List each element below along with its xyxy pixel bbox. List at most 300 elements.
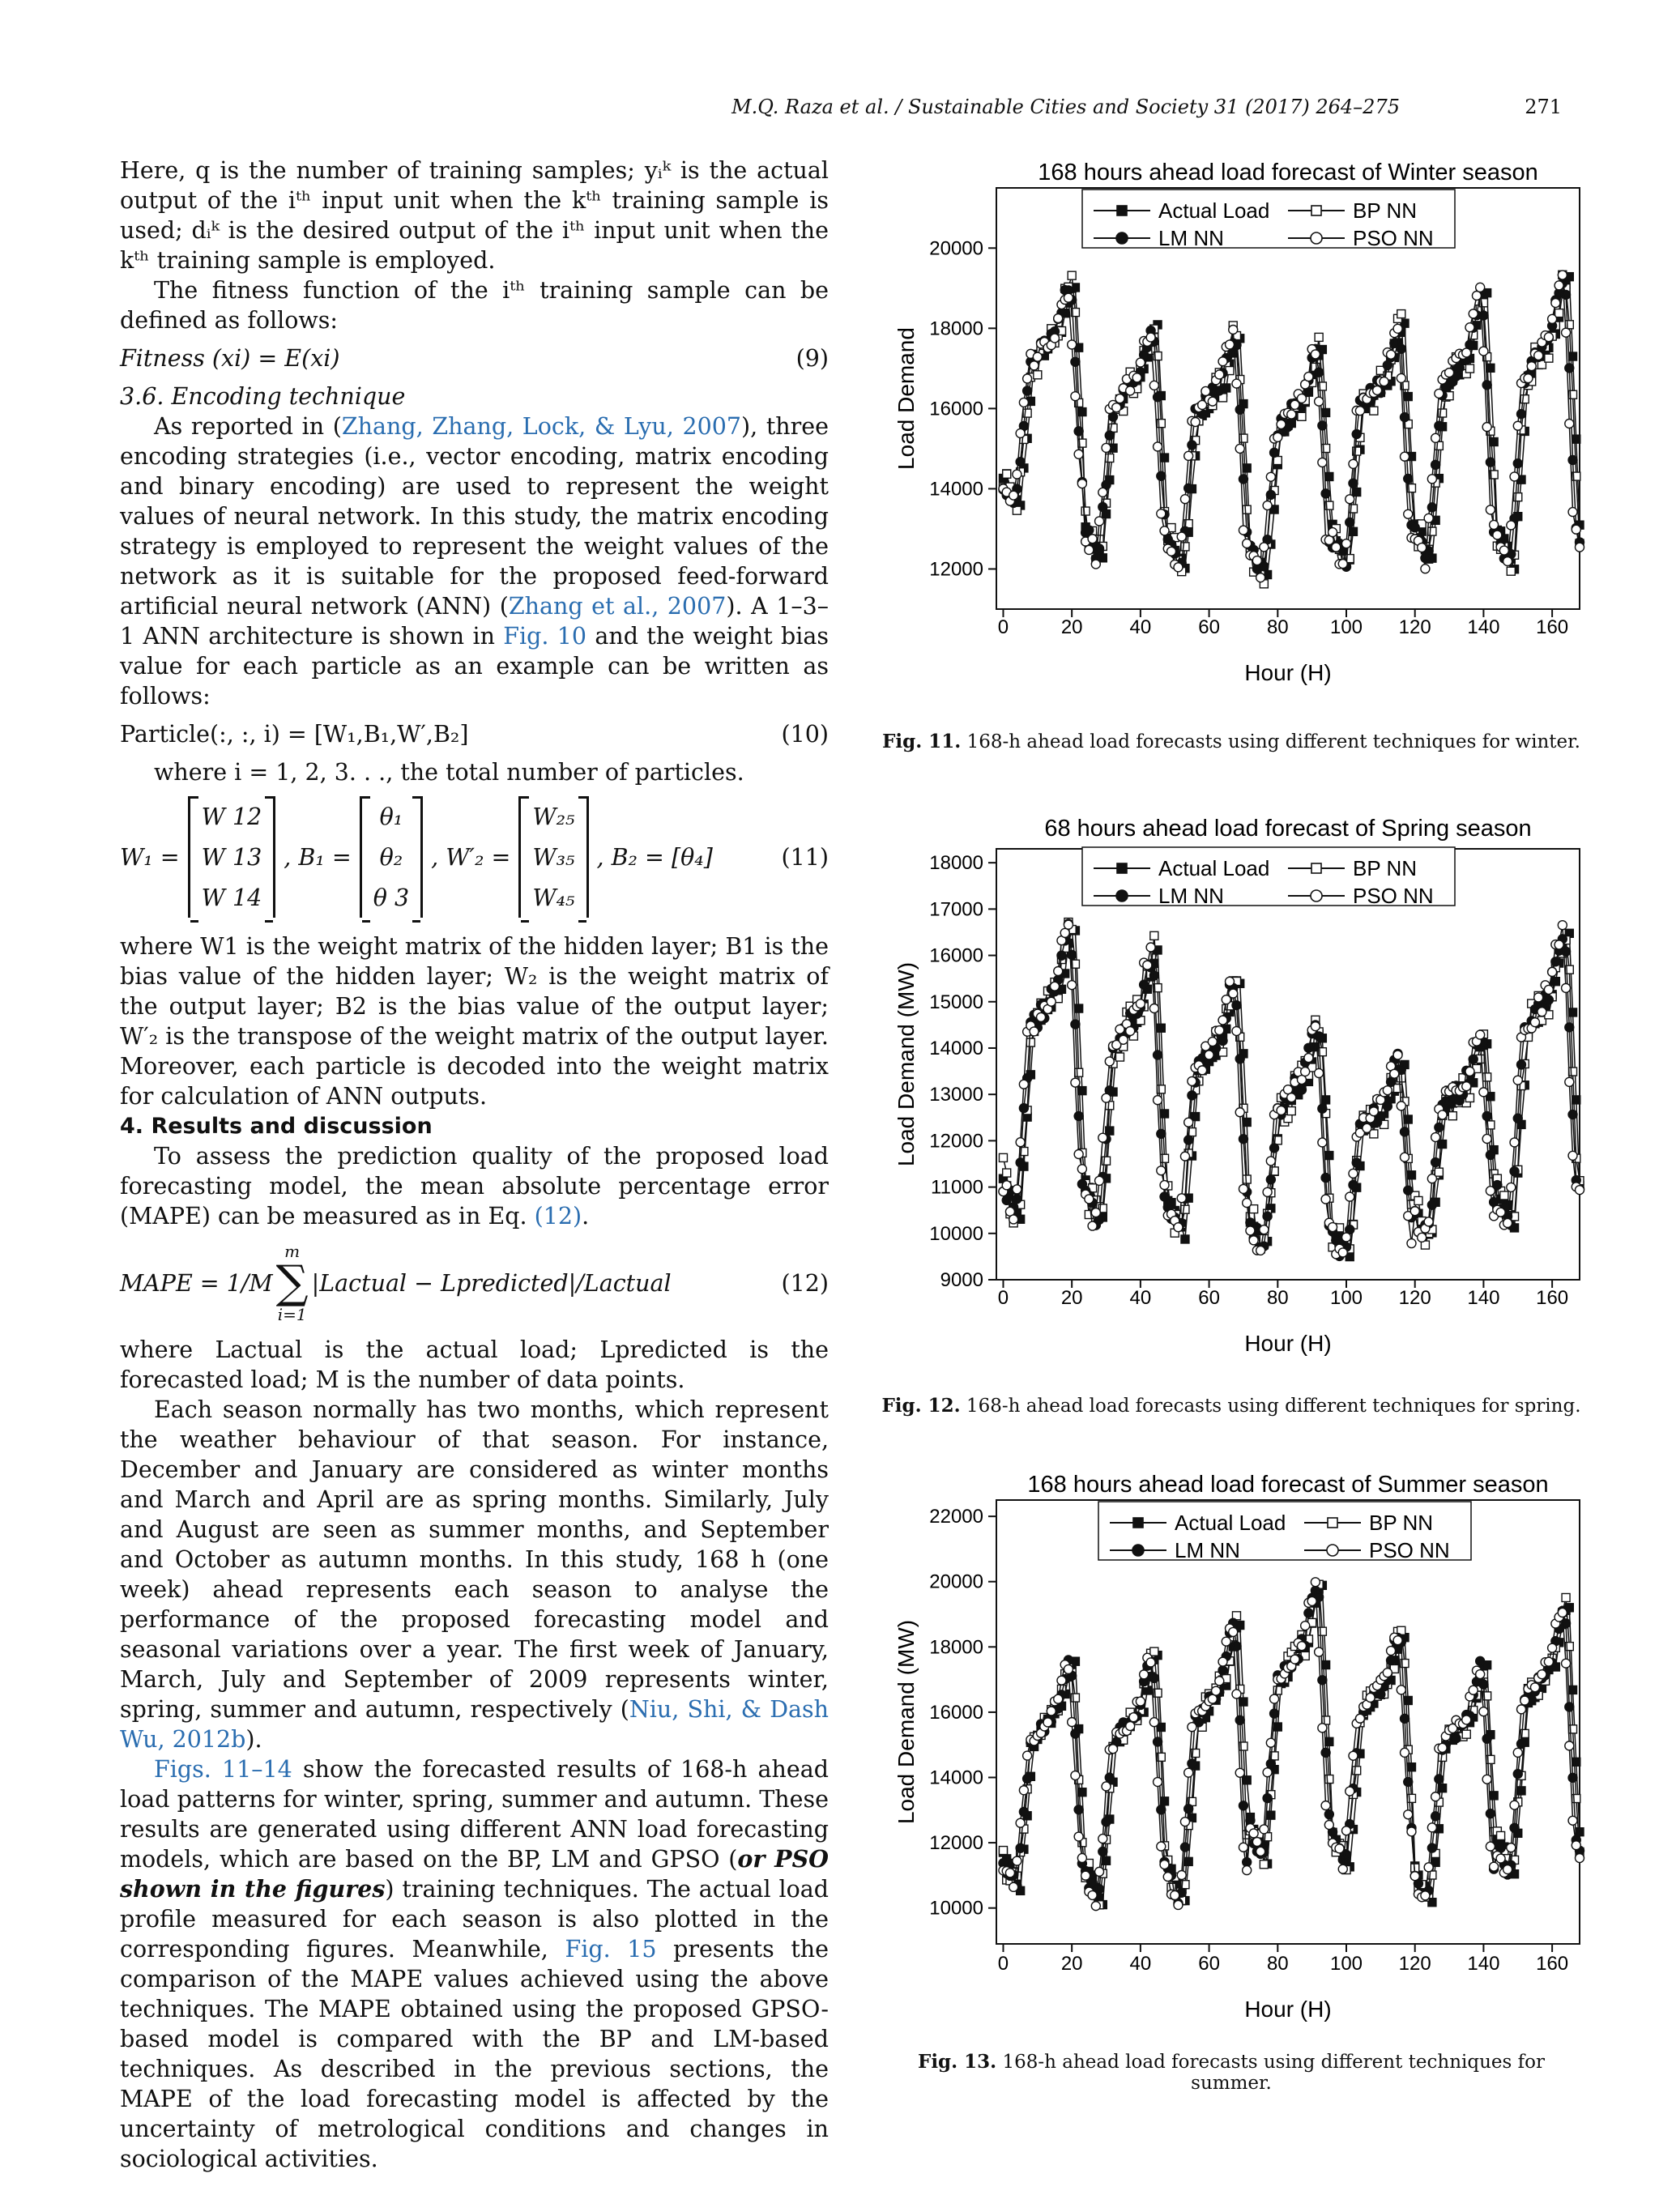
data-point	[1321, 1748, 1330, 1757]
data-point	[1483, 1073, 1491, 1081]
data-point	[1496, 1208, 1505, 1217]
data-point	[1534, 993, 1543, 1002]
data-point	[1435, 1168, 1443, 1176]
data-point	[1232, 1690, 1241, 1698]
data-point	[1239, 1135, 1247, 1144]
data-point	[1126, 386, 1135, 395]
data-point	[1037, 1012, 1046, 1021]
x-tick-label: 60	[1198, 616, 1220, 638]
data-point	[1068, 950, 1077, 959]
x-tick-label: 20	[1060, 1287, 1083, 1309]
equation-body: Fitness (xi) = E(xi)	[120, 345, 340, 372]
data-point	[1435, 1775, 1444, 1784]
data-point	[1427, 1843, 1436, 1852]
data-point	[1273, 433, 1282, 441]
paragraph	[120, 411, 829, 711]
data-point	[1252, 1837, 1261, 1846]
data-point	[1486, 505, 1495, 514]
data-point	[1387, 1647, 1396, 1656]
paragraph: The fitness function of the iᵗʰ training sample can be defined as follows:	[120, 277, 829, 334]
equation-11	[120, 792, 829, 922]
data-point	[1287, 1093, 1296, 1102]
legend-marker	[1116, 890, 1128, 901]
data-point	[1576, 1828, 1584, 1836]
data-point	[1493, 531, 1502, 539]
data-point	[1013, 1185, 1021, 1194]
figure-spring-chart	[875, 802, 1588, 1539]
data-point	[1239, 1801, 1247, 1810]
data-point	[1273, 1723, 1282, 1731]
data-point	[1068, 1718, 1077, 1727]
data-point	[1353, 1767, 1361, 1775]
data-point	[1401, 1748, 1410, 1757]
data-point	[1146, 943, 1155, 952]
data-point	[1171, 1890, 1179, 1899]
data-point	[1277, 420, 1286, 428]
legend-label: PSO NN	[1369, 1538, 1450, 1562]
equation-body: Particle(:, :, i) = [W₁,B₁,W′,B₂]	[120, 721, 469, 748]
data-point	[1250, 1205, 1258, 1213]
data-point	[1167, 547, 1176, 556]
data-point	[1387, 350, 1396, 359]
data-point	[1325, 1152, 1333, 1160]
data-point	[1568, 1110, 1577, 1119]
data-point	[1129, 1713, 1138, 1722]
data-point	[1410, 1207, 1419, 1216]
data-point	[1569, 1008, 1577, 1016]
data-point	[1318, 1104, 1327, 1113]
legend-label: LM NN	[1175, 1538, 1240, 1562]
data-point	[1562, 947, 1571, 956]
matrix-label: , W′₂ =	[431, 843, 511, 871]
data-point	[1476, 1656, 1485, 1665]
y-axis-label: Load Demand (MW)	[893, 961, 919, 1167]
data-point	[1215, 370, 1224, 379]
data-point	[1229, 1627, 1238, 1636]
x-axis-label: Hour (H)	[1244, 1997, 1332, 2022]
figure-caption	[875, 2051, 1588, 2094]
data-point	[1009, 1882, 1018, 1891]
data-point	[1568, 455, 1577, 464]
legend-marker	[1116, 232, 1128, 244]
data-point	[1023, 374, 1032, 383]
data-point	[1290, 1655, 1299, 1664]
y-tick-label: 14000	[929, 478, 983, 501]
y-tick-label: 17000	[929, 898, 983, 921]
data-point	[1421, 565, 1430, 573]
data-point	[1047, 1707, 1056, 1715]
data-point	[1098, 1847, 1107, 1856]
data-point	[1115, 394, 1124, 403]
data-point	[1462, 1730, 1470, 1738]
equation-link[interactable]: (12)	[534, 1203, 582, 1230]
data-point	[1098, 488, 1107, 497]
data-point	[1013, 470, 1021, 479]
data-point	[1091, 1208, 1100, 1217]
data-point	[1346, 1192, 1354, 1201]
data-point	[1576, 1186, 1584, 1195]
y-tick-label: 16000	[929, 944, 983, 967]
data-point	[1177, 532, 1186, 541]
citation-link[interactable]: Zhang, Zhang, Lock, & Lyu, 2007	[341, 413, 741, 440]
data-point	[1201, 386, 1210, 395]
text: Each season normally has two months, which represent the weather behaviour of that season. For instance, December and January are considered as winter months and March and April are as spring months. Similarly, July and August are seen as summer months, and September and October as autumn months. In this study, 168 h (one week) ahead represents each season to analyse the performance of the proposed forecasting model and seasonal variations over a year. The first week of January, March, July and September of 2009 represents winter, spring, summer and autumn, respectively (	[120, 1396, 829, 1723]
data-point	[1218, 1666, 1227, 1675]
data-point	[1136, 999, 1145, 1008]
text: ) training techniques. The actual load profile measured for each season is also plotted in the corresponding figures. Meanwhile,	[120, 1876, 829, 1963]
data-point	[1482, 1134, 1491, 1143]
legend-label: BP NN	[1353, 856, 1417, 880]
data-point	[1232, 379, 1241, 388]
data-point	[1576, 543, 1584, 552]
running-header	[0, 96, 1659, 128]
x-tick-label: 0	[997, 1287, 1009, 1309]
data-point	[1565, 1703, 1574, 1711]
data-point	[1019, 1104, 1028, 1113]
data-point	[1019, 398, 1028, 407]
data-point	[1530, 1683, 1539, 1692]
x-tick-label: 160	[1536, 616, 1569, 638]
data-point	[1088, 1221, 1097, 1230]
data-point	[1260, 1860, 1268, 1869]
x-tick-label: 80	[1266, 1287, 1289, 1309]
text: ).	[245, 1726, 262, 1753]
data-point	[1160, 1192, 1169, 1201]
data-point	[1338, 560, 1347, 569]
data-point	[1088, 1890, 1097, 1899]
equation-12	[120, 1242, 829, 1323]
data-point	[1266, 472, 1275, 481]
data-point	[1184, 1136, 1193, 1144]
data-point	[1256, 573, 1265, 582]
data-point	[1513, 1770, 1522, 1779]
x-tick-label: 40	[1129, 1287, 1152, 1309]
matrix-entry: W₃₅	[532, 843, 575, 871]
data-point	[1229, 325, 1238, 334]
caption-label: Fig. 11.	[882, 731, 962, 752]
data-point	[1287, 1107, 1295, 1115]
data-point	[1558, 271, 1567, 279]
data-point	[1143, 961, 1152, 970]
data-point	[1438, 1110, 1447, 1119]
data-point	[1023, 386, 1032, 395]
data-point	[1565, 321, 1573, 329]
x-tick-label: 20	[1060, 616, 1083, 638]
data-point	[1235, 405, 1244, 414]
data-point	[1009, 491, 1018, 500]
data-point	[1404, 474, 1413, 483]
data-point	[1424, 1217, 1433, 1226]
data-point	[1098, 502, 1107, 511]
data-point	[1490, 1862, 1499, 1871]
figure-caption	[875, 1395, 1588, 1417]
x-axis-label: Hour (H)	[1244, 1331, 1332, 1356]
citation-link[interactable]: Niu, Shi, & Dash Wu, 2012b	[120, 1696, 830, 1753]
data-point	[1401, 1127, 1410, 1136]
data-point	[1486, 458, 1495, 467]
data-point	[1161, 1797, 1169, 1805]
data-point	[1160, 1860, 1169, 1869]
data-point	[1352, 429, 1361, 438]
data-point	[1370, 407, 1378, 415]
y-tick-label: 11000	[931, 1176, 983, 1199]
data-point	[1513, 421, 1522, 430]
sum-upper: m	[284, 1242, 301, 1261]
data-point	[1418, 543, 1427, 552]
legend-label: LM NN	[1158, 226, 1224, 250]
data-point	[1424, 514, 1433, 522]
data-point	[1404, 1810, 1413, 1819]
data-point	[1404, 1186, 1413, 1195]
data-point	[1273, 457, 1282, 465]
y-tick-label: 20000	[929, 237, 983, 260]
data-point	[1346, 495, 1354, 504]
data-point	[1180, 1818, 1189, 1826]
data-point	[1431, 1792, 1440, 1801]
data-point	[1081, 507, 1090, 515]
data-point	[1188, 1091, 1196, 1100]
data-point	[1332, 543, 1341, 552]
data-point	[1174, 1900, 1183, 1909]
data-point	[1325, 1775, 1333, 1784]
data-point	[1081, 1871, 1090, 1880]
data-point	[1054, 314, 1063, 323]
data-point	[1469, 1055, 1478, 1063]
data-point	[1387, 1656, 1396, 1664]
data-point	[1479, 311, 1488, 320]
matrix-entry: W₂₅	[532, 803, 575, 830]
data-point	[1140, 980, 1149, 989]
matrix-label: W₁ =	[120, 843, 180, 871]
data-point	[1321, 489, 1330, 498]
data-point	[1181, 1235, 1189, 1243]
data-point	[1277, 1106, 1286, 1115]
data-point	[1180, 1843, 1189, 1852]
chart-title: 168 hours ahead load forecast of Winter season	[1038, 160, 1538, 185]
matrix-entry: W 14	[201, 884, 262, 911]
data-point	[1397, 1686, 1405, 1694]
data-point	[1068, 981, 1077, 990]
legend-marker	[1117, 863, 1127, 873]
data-point	[1569, 352, 1577, 360]
data-point	[1064, 1664, 1073, 1673]
data-point	[1369, 1107, 1378, 1116]
data-point	[1431, 433, 1440, 442]
equation-10	[120, 719, 829, 749]
figure-link[interactable]: Figs. 11–14	[154, 1756, 292, 1783]
data-point	[1136, 358, 1145, 367]
data-point	[1304, 1609, 1313, 1617]
data-point	[1235, 444, 1244, 453]
equation-number: (12)	[781, 1269, 829, 1297]
y-tick-label: 10000	[929, 1222, 983, 1245]
data-point	[1544, 995, 1553, 1004]
chart-title: 168 hours ahead load forecast of Summer season	[1027, 1472, 1549, 1498]
data-point	[1462, 1715, 1471, 1724]
equation-9	[120, 343, 829, 373]
data-point	[1263, 1187, 1272, 1196]
data-point	[1315, 333, 1323, 341]
text: .	[582, 1203, 590, 1230]
data-point	[1562, 983, 1571, 992]
data-point	[1407, 1827, 1416, 1836]
legend-label: Actual Load	[1175, 1511, 1286, 1535]
data-point	[1338, 1865, 1347, 1873]
data-point	[1154, 1737, 1162, 1746]
data-point	[1157, 1166, 1166, 1175]
data-point	[1161, 454, 1169, 462]
data-point	[1568, 1816, 1577, 1825]
data-point	[1424, 1863, 1433, 1872]
data-point	[1188, 1076, 1196, 1085]
data-point	[1154, 1096, 1162, 1105]
data-point	[1074, 427, 1083, 436]
data-point	[1068, 340, 1077, 349]
x-tick-label: 80	[1266, 1953, 1289, 1975]
y-tick-label: 18000	[929, 1636, 983, 1659]
data-point	[1016, 1818, 1025, 1827]
data-point	[1198, 1066, 1207, 1075]
data-point	[1149, 1718, 1158, 1727]
data-point	[1325, 472, 1333, 480]
data-point	[1184, 451, 1193, 460]
data-point	[1551, 978, 1559, 986]
data-point	[1322, 408, 1330, 416]
data-point	[1260, 543, 1269, 552]
data-point	[1513, 1076, 1522, 1085]
data-point	[1438, 1743, 1447, 1752]
data-point	[1057, 951, 1066, 960]
data-point	[1208, 397, 1217, 406]
data-point	[1452, 1734, 1461, 1743]
data-point	[1510, 472, 1519, 481]
text: presents the comparison of the MAPE values achieved using the above techniques. The MAPE obtained using the proposed GPSO-based model is compared with the BP and LM-based techniques. As described in the previous sections, the MAPE of the load forecasting model is affected by the uncertainty of metrological conditions and changes in sociological activities.	[120, 1936, 829, 2172]
data-point	[1205, 1051, 1213, 1059]
y-tick-label: 22000	[929, 1506, 983, 1528]
caption-text: 168-h ahead load forecasts using different techniques for spring.	[966, 1396, 1581, 1417]
data-point	[1482, 381, 1491, 390]
data-point	[1562, 1659, 1571, 1668]
legend-label: BP NN	[1353, 198, 1417, 223]
data-point	[1462, 348, 1471, 357]
data-point	[1401, 452, 1410, 461]
data-point	[1321, 1174, 1330, 1183]
data-point	[1349, 1751, 1358, 1760]
data-point	[1342, 1826, 1351, 1835]
data-point	[1174, 563, 1183, 572]
data-point	[1060, 928, 1069, 937]
data-point	[1507, 567, 1515, 575]
data-point	[1160, 526, 1169, 535]
data-point	[1180, 1152, 1189, 1161]
data-point	[1499, 546, 1508, 555]
figure-link[interactable]: Fig. 10	[503, 623, 587, 650]
equation-number: (9)	[795, 345, 829, 372]
data-point	[1054, 1694, 1063, 1703]
data-point	[1311, 1578, 1320, 1587]
data-point	[1074, 1111, 1083, 1120]
data-point	[1047, 997, 1056, 1006]
y-tick-label: 20000	[929, 1571, 983, 1593]
data-point	[1355, 407, 1364, 416]
data-point	[1421, 1891, 1430, 1900]
data-point	[1462, 1082, 1471, 1091]
data-point	[1188, 1723, 1196, 1732]
y-tick-label: 18000	[929, 852, 983, 875]
data-point	[1054, 966, 1063, 975]
data-point	[1562, 328, 1571, 337]
data-point	[1520, 395, 1529, 403]
caption-label: Fig. 12.	[881, 1395, 961, 1417]
equation-body: |Lactual − Lpredicted|/Lactual	[311, 1269, 672, 1297]
data-point	[1304, 1043, 1313, 1052]
data-point	[1393, 1051, 1402, 1059]
data-point	[1373, 386, 1382, 394]
data-point	[1307, 1596, 1316, 1605]
data-point	[1102, 1782, 1111, 1791]
data-point	[1181, 1205, 1189, 1213]
figure-link[interactable]: Fig. 15	[565, 1936, 657, 1963]
data-point	[1071, 1078, 1080, 1087]
data-point	[999, 1153, 1007, 1161]
text: To assess the prediction quality of the proposed load forecasting model, the mean absolute percentage error (MAPE) can be measured as in Eq.	[120, 1143, 829, 1230]
data-point	[1482, 1111, 1491, 1120]
data-point	[1486, 1842, 1495, 1851]
x-tick-label: 140	[1467, 1287, 1500, 1309]
data-point	[1311, 1022, 1320, 1031]
data-point	[1266, 1738, 1275, 1747]
x-tick-label: 160	[1536, 1953, 1569, 1975]
matrix-b1	[360, 796, 423, 918]
data-point	[1545, 354, 1553, 362]
data-point	[1397, 344, 1405, 353]
legend-marker	[1328, 1518, 1337, 1528]
citation-link[interactable]: Zhang et al., 2007	[508, 593, 727, 620]
data-point	[1328, 528, 1337, 537]
data-point	[1085, 1195, 1094, 1204]
data-point	[1003, 470, 1011, 478]
data-point	[1569, 1068, 1577, 1076]
data-point	[1537, 1008, 1546, 1016]
data-point	[1324, 1810, 1333, 1819]
data-point	[1088, 535, 1097, 543]
data-point	[1465, 323, 1474, 332]
data-point	[1328, 1223, 1337, 1232]
data-point	[1507, 521, 1516, 530]
data-point	[1119, 1035, 1128, 1044]
data-point	[1338, 1248, 1347, 1257]
x-tick-label: 40	[1129, 1953, 1152, 1975]
paragraph	[120, 1395, 829, 1754]
data-point	[1260, 1225, 1269, 1234]
data-point	[1157, 1805, 1166, 1814]
data-point	[1157, 509, 1166, 518]
data-point	[1569, 1686, 1577, 1694]
data-point	[1163, 1873, 1172, 1882]
data-point	[1507, 1843, 1516, 1852]
data-point	[1558, 1608, 1567, 1617]
data-point	[1218, 357, 1227, 366]
data-point	[1346, 1787, 1354, 1796]
data-point	[1075, 1004, 1083, 1012]
data-point	[1074, 450, 1083, 458]
x-tick-label: 40	[1129, 616, 1152, 638]
data-point	[1435, 389, 1444, 398]
data-point	[1315, 1647, 1324, 1656]
data-point	[1500, 1191, 1508, 1200]
data-point	[1297, 1642, 1306, 1651]
data-point	[1551, 299, 1560, 308]
